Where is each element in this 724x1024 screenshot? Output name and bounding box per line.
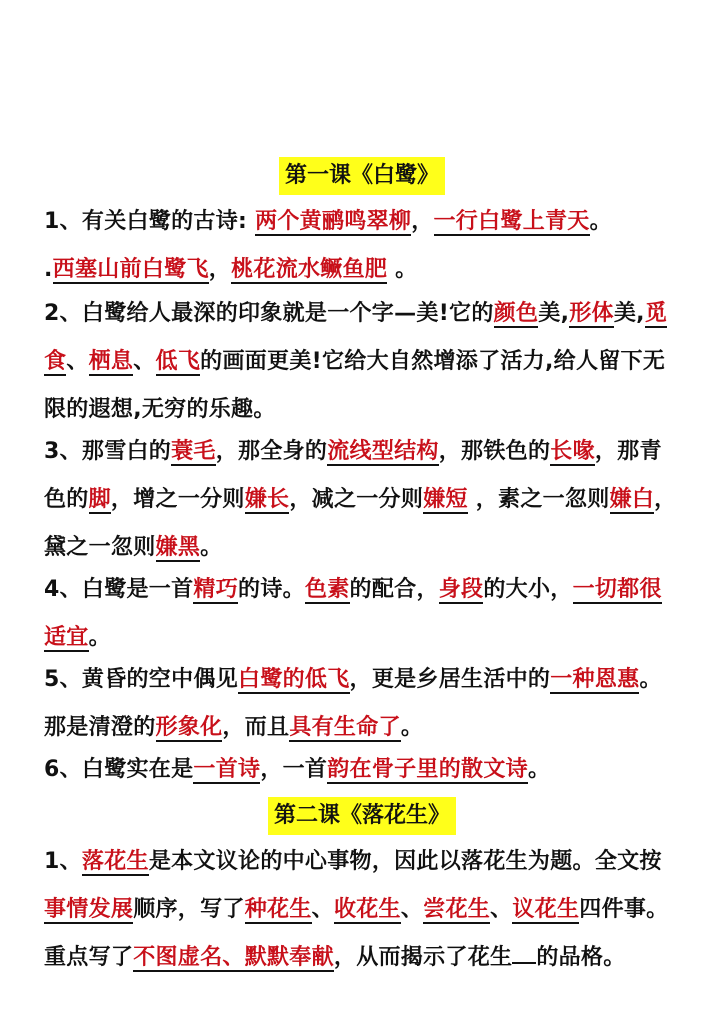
- item-text: ，那铁色的: [438, 439, 551, 464]
- answer-text: 尝花生: [423, 897, 491, 922]
- item-text: 、: [490, 897, 513, 922]
- answer-text: 蓑毛: [171, 439, 216, 464]
- answer-text: 嫌长: [244, 487, 290, 512]
- item-text: ，素之一忽则: [467, 487, 610, 512]
- answer-text: 一首诗: [193, 757, 261, 782]
- lesson1-title-wrap: [0, 157, 724, 195]
- item-text: 四件事。重点写了: [44, 897, 669, 970]
- lesson1-item-4: [44, 566, 684, 662]
- answer-text: 收花生: [333, 897, 401, 922]
- answer-text: 事情发展: [44, 897, 134, 922]
- item-text: 。那是清澄的: [44, 667, 662, 740]
- item-text: 、: [400, 897, 424, 922]
- item-text: 5、黄昏的空中偶见: [44, 667, 239, 692]
- answer-text: 栖息: [88, 349, 134, 374]
- lesson2-item-1: [44, 838, 684, 982]
- answer-text: 一切都很适宜: [44, 577, 662, 650]
- answer-text: 白鹭的低飞: [238, 667, 350, 692]
- answer-text: 脚: [88, 487, 111, 512]
- item-text: 。: [88, 625, 111, 650]
- item-text: 、: [66, 349, 89, 374]
- answer-text: 流线型结构: [327, 439, 439, 464]
- answer-text: 不图虚名、默默奉献: [133, 945, 334, 970]
- item-text: 。: [589, 209, 612, 234]
- lesson1-title: 第一课《白鹭》: [279, 157, 445, 195]
- item-text: 的配合，: [349, 577, 439, 602]
- item-text: 6、白鹭实在是: [44, 757, 194, 782]
- item-text: 3、那雪白的: [44, 439, 172, 464]
- answer-text: 色素: [304, 577, 350, 602]
- item-text: 、: [133, 349, 156, 374]
- item-text: ，那全身的: [215, 439, 328, 464]
- item-text: 的品格。: [536, 945, 626, 970]
- lesson1-item-5: [44, 656, 684, 752]
- answer-text: 长喙: [550, 439, 595, 464]
- lesson1-item-2: [44, 290, 684, 434]
- answer-text: 西塞山前白鹭飞: [52, 257, 209, 282]
- item-text: ，一首: [260, 757, 328, 782]
- item-text: 顺序，写了: [133, 897, 245, 922]
- answer-text: 颜色: [493, 301, 539, 326]
- item-text: 、: [311, 897, 334, 922]
- answer-text: 嫌黑: [155, 535, 201, 560]
- lesson2-title-wrap: [0, 797, 724, 835]
- item-text: ，从而揭示了花生: [333, 945, 513, 970]
- answer-text: 嫌短: [423, 487, 468, 512]
- item-text: ，: [411, 209, 434, 234]
- fill-blank: [512, 940, 536, 964]
- answer-text: 桃花流水鳜鱼肥: [231, 257, 388, 282]
- item-text: 。: [400, 715, 424, 740]
- item-text: 4、白鹭是一首: [44, 577, 194, 602]
- item-text: 1、: [44, 849, 82, 874]
- item-text: ，更是乡居生活中的: [349, 667, 551, 692]
- item-text: 美,: [613, 301, 645, 326]
- answer-text: 身段: [438, 577, 484, 602]
- answer-text: 种花生: [244, 897, 312, 922]
- lesson2-title: 第二课《落花生》: [268, 797, 456, 835]
- item-text: 2、白鹭给人最深的印象就是一个字—美!它的: [44, 301, 494, 326]
- item-text: .: [44, 257, 53, 282]
- item-text: 是本文议论的中心事物，因此以落花生为题。全文按: [148, 849, 662, 874]
- answer-text: 两个黄鹂鸣翠柳: [255, 209, 412, 234]
- item-text: 的画面更美!它给大自然增添了活力,给人留下无限的遐想,无穷的乐趣。: [44, 349, 666, 422]
- item-text: ，那青色的: [44, 439, 662, 512]
- answer-text: 低飞: [155, 349, 201, 374]
- item-text: 。: [527, 757, 551, 782]
- item-text: 的大小，: [483, 577, 573, 602]
- answer-text: 觅食: [44, 301, 668, 374]
- answer-text: 韵在骨子里的散文诗: [327, 757, 528, 782]
- item-text: 。: [200, 535, 223, 560]
- item-text: ，而且: [222, 715, 290, 740]
- answer-text: 形体: [569, 301, 614, 326]
- answer-text: 精巧: [193, 577, 239, 602]
- item-text: ，黛之一忽则: [44, 487, 677, 560]
- item-text: 美,: [538, 301, 570, 326]
- item-text: 1、有关白鹭的古诗:: [44, 209, 248, 234]
- lesson1-item-3: [44, 428, 684, 572]
- item-text: 。: [387, 257, 418, 282]
- item-text: 的诗。: [238, 577, 305, 602]
- lesson1-item-1: [44, 198, 684, 294]
- answer-text: 嫌白: [609, 487, 655, 512]
- item-text: ，减之一分则: [289, 487, 424, 512]
- item-text: ，: [208, 257, 232, 282]
- item-text: ，增之一分则: [110, 487, 245, 512]
- answer-text: 一行白鹭上青天: [433, 209, 590, 234]
- lesson1-item-6: [44, 746, 684, 794]
- answer-text: 落花生: [81, 849, 149, 874]
- answer-text: 议花生: [512, 897, 580, 922]
- answer-text: 一种恩惠: [550, 667, 640, 692]
- answer-text: 具有生命了: [289, 715, 401, 740]
- answer-text: 形象化: [155, 715, 223, 740]
